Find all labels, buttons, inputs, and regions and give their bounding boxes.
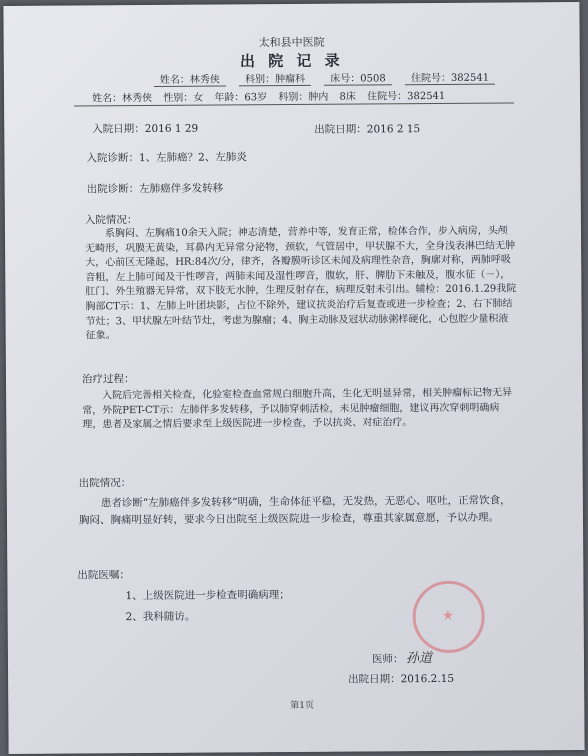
patient-info-row: [92, 87, 453, 105]
treatment-heading: 治疗过程：: [81, 373, 135, 386]
doctor-signature: 孙道: [405, 651, 433, 667]
admit-date: 入院日期：2016 1 29: [92, 122, 199, 136]
info-age: 年龄：63岁: [214, 92, 268, 104]
header-bed: 床号：0508: [324, 73, 392, 85]
discharge-status-heading: 出院情况：: [78, 477, 132, 490]
admit-diagnosis: 入院诊断：1、左肺癌？2、左肺炎: [86, 151, 247, 165]
order-item-1: 1、上级医院进一步检查明确病理；: [125, 589, 290, 603]
header-dept: 科别：肿瘤科: [239, 74, 311, 87]
discharge-record-sheet: [3, 2, 584, 754]
admit-status-heading: 入院情况：: [84, 214, 138, 227]
info-sex: 性别：女: [163, 92, 204, 104]
discharge-date: 出院日期：2016 2 15: [314, 123, 421, 136]
doctor-label: 医师：: [371, 653, 404, 666]
treatment-text: 入院后完善相关检查，化验室检查血常规白细胞升高，生化无明显异常，相关肿瘤标记物无异常，外院PET-CT示：左肺伴多发转移，予以肺穿刺活检，未见肿瘤细胞，建议再次穿刺明确病理，患者及家属之情后要求至上级医院进一步检查，予以抗炎、对症治疗。: [82, 387, 513, 431]
header-row: [154, 69, 505, 86]
header-admission-no: 住院号：382541: [405, 73, 495, 86]
page-title: 出 院 记 录: [239, 51, 344, 71]
header-name: 姓名：林秀侠: [154, 74, 226, 87]
info-name: 姓名：林秀侠: [92, 92, 153, 105]
orders-heading: 出院医嘱：: [77, 569, 130, 582]
discharge-status-text: 患者诊断“左肺癌伴多发转移”明确，生命体征平稳，无发热，无恶心、呕吐，正常饮食，胸闷、胸痛明显好转，要求今日出院至上级医院进一步检查，尊重其家属意愿，予以办理。: [78, 494, 511, 527]
hospital-seal-stamp: ★: [412, 581, 485, 654]
order-item-2: 2、我科随访。: [125, 610, 196, 624]
info-bed: 8床: [339, 91, 356, 103]
sign-date: 出院日期：2016.2.15: [348, 672, 455, 686]
admit-status-text: 系胸闷、左胸痛10余天入院；神志清楚，营养中等，发育正常，检体合作，步入病房，头颅无畸形，巩膜无黄染，耳鼻内无异常分泌物，颈软，气管居中，甲状腺不大，全身浅表淋巴结无肿大，心前区无隆起，HR:84次/分，律齐，各瓣膜听诊区未闻及病理性杂音，胸廓对称，两肺呼吸音粗，左上肺可闻及干性啰音，两肺未闻及湿性啰音，腹软，肝、脾肋下未触及，腹水征（－），肛门、外生殖器无异常，双下肢无水肿，生理反射存在，病理反射未引出。辅检：2016.1.29我院胸部CT示：1、左肺上叶团块影，占位不除外，建议抗炎治疗后复查或进一步检查；2、右下肺结节灶；3、甲状腺左叶结节灶，考虑为腺瘤；4、胸主动脉及冠状动脉粥样硬化，心包腔少量积液征象。: [85, 225, 517, 342]
hospital-name: 太和县中医院: [258, 35, 325, 50]
info-admission-no: 住院号：382541: [367, 90, 446, 103]
info-dept: 科别：肿内: [278, 91, 329, 104]
discharge-diagnosis: 出院诊断：左肺癌伴多发转移: [86, 182, 224, 196]
page-number: 第1页: [290, 700, 315, 712]
